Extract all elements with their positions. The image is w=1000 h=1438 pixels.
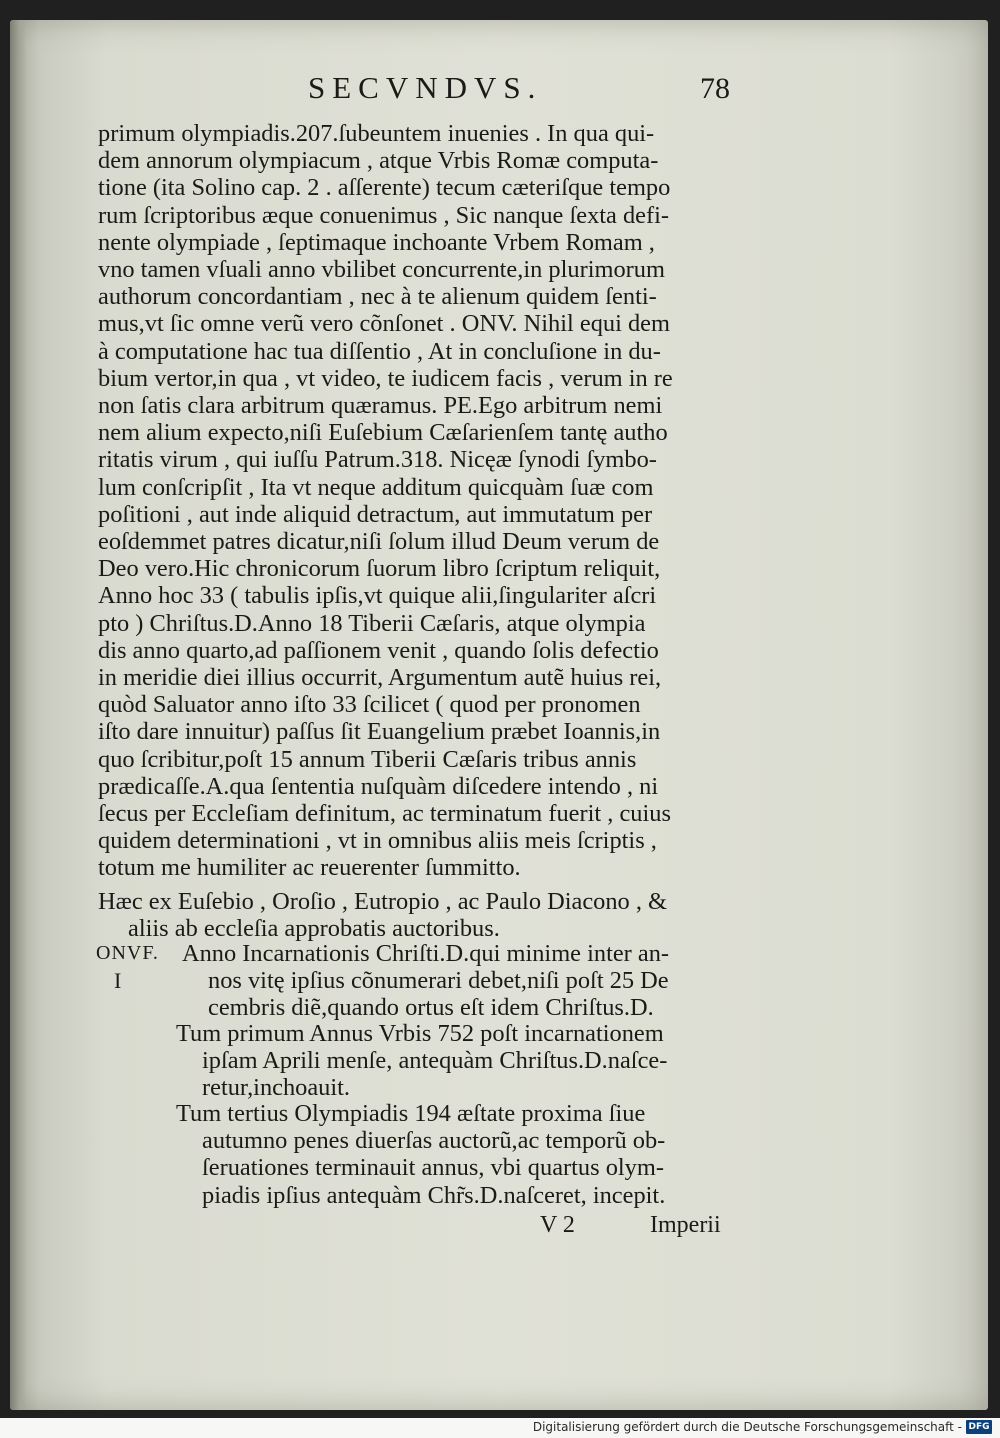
entry-line: Anno Incarnationis Chriſti.D.qui minime inter an-	[182, 940, 670, 967]
chronology-entry	[182, 940, 669, 1022]
text-line: poſitioni , aut inde aliquid detractum, aut immutatum per	[98, 500, 653, 528]
catchword-row	[540, 1212, 721, 1239]
text-line: à computatione hac tua diſſentio , At in concluſione in du-	[98, 337, 661, 365]
text-line: quidem determinationi , vt in omnibus aliis meis ſcriptis ,	[98, 827, 657, 855]
text-line: nente olympiade , ſeptimaque inchoante Vrbem Romam ,	[98, 228, 655, 256]
signature-mark: V 2	[540, 1212, 575, 1238]
book-page	[10, 20, 988, 1410]
source-note-line: Hæc ex Euſebio , Oroſio , Eutropio , ac Paulo Diacono , &	[98, 888, 667, 915]
running-head: SECVNDVS.	[308, 70, 543, 105]
chronology-entry	[176, 1020, 667, 1102]
entry-line: Tum primum Annus Vrbis 752 poſt incarnationem	[176, 1020, 664, 1047]
main-text-block	[98, 120, 758, 882]
text-line: nem alium expecto,niſi Euſebium Cæſarienſem tantę autho	[98, 419, 668, 447]
text-line: rum ſcriptoribus æque conuenimus , Sic nanque ſexta defi-	[98, 201, 670, 229]
text-line: prædicaſſe.A.qua ſententia nuſquàm diſcedere intendo , ni	[98, 772, 659, 800]
text-line: authorum concordantiam , nec à te alienum quidem ſenti-	[98, 283, 657, 311]
text-line: pto ) Chriſtus.D.Anno 18 Tiberii Cæſaris, atque olympia	[98, 609, 646, 637]
entry-line: cembris diẽ,quando ortus eſt idem Chriſtus.D.	[208, 994, 654, 1022]
text-line: tione (ita Solino cap. 2 . aſſerente) tecum cæteriſque tempo	[98, 174, 671, 202]
text-line: quo ſcribitur,poſt 15 annum Tiberii Cæſaris tribus annis	[98, 745, 637, 773]
text-line: non ſatis clara arbitrum quæramus. PE.Ego arbitrum nemi	[98, 392, 663, 420]
source-note-line: aliis ab eccleſia approbatis auctoribus.	[128, 915, 500, 943]
text-line: bium vertor,in qua , vt video, te iudicem facis , verum in re	[98, 364, 673, 392]
footer-bar	[0, 1418, 1000, 1438]
page-gutter-shadow	[10, 20, 26, 1410]
chronology-entry	[176, 1100, 665, 1209]
text-line: eoſdemmet patres dicatur,niſi ſolum illud Deum verum de	[98, 528, 660, 556]
marginal-note	[96, 940, 159, 994]
dfg-logo-icon: DFG	[966, 1420, 992, 1434]
entry-line: autumno penes diuerſas auctorũ,ac temporũ ob-	[202, 1127, 666, 1155]
entry-number: I	[114, 968, 124, 993]
text-line: iſto dare innuitur) paſſus ſit Euangelium præbet Ioannis,in	[98, 718, 661, 746]
entry-line: piadis ipſius antequàm Chr̃s.D.naſceret, incepit.	[202, 1181, 666, 1209]
entry-line: Tum tertius Olympiadis 194 æſtate proxima ſiue	[176, 1100, 646, 1127]
text-line: Deo vero.Hic chronicorum ſuorum libro ſcriptum reliquit,	[98, 555, 661, 583]
entry-line: ſeruationes terminauit annus, vbi quartus olym-	[202, 1154, 664, 1182]
catchword: Imperii	[650, 1212, 721, 1238]
text-line: Anno hoc 33 ( tabulis ipſis,vt quique alii,ſingulariter aſcri	[98, 582, 657, 610]
text-line: in meridie diei illius occurrit, Argumentum autẽ huius rei,	[98, 664, 662, 692]
source-note	[98, 888, 667, 942]
text-line: ſecus per Eccleſiam definitum, ac terminatum fuerit , cuius	[98, 800, 671, 828]
text-line: vno tamen vſuali anno vbilibet concurrente,in plurimorum	[98, 256, 665, 284]
text-line: mus,vt ſic omne verũ vero cõnſonet . ONV. Nihil equi dem	[98, 310, 670, 338]
entry-line: ipſam Aprili menſe, antequàm Chriſtus.D.naſce-	[202, 1047, 668, 1075]
page-number: 78	[700, 72, 730, 105]
text-line: totum me humiliter ac reuerenter ſummitto.	[98, 854, 521, 882]
text-line: dis anno quarto,ad paſſionem venit , quando ſolis defectio	[98, 636, 659, 664]
text-line: ritatis virum , qui iuſſu Patrum.318. Nicęæ ſynodi ſymbo-	[98, 446, 657, 474]
text-line: primum olympiadis.207.ſubeuntem inuenies . In qua qui-	[98, 120, 655, 147]
entry-line: retur,inchoauit.	[202, 1074, 351, 1102]
entry-line: nos vitę ipſius cõnumerari debet,niſi poſt 25 De	[208, 967, 669, 995]
text-line: quòd Saluator anno iſto 33 ſcilicet ( quod per pronomen	[98, 691, 641, 719]
funding-credit: Digitalisierung gefördert durch die Deutsche Forschungsgemeinschaft -	[532, 1420, 962, 1434]
text-line: dem annorum olympiacum , atque Vrbis Romæ computa-	[98, 147, 659, 175]
speaker-label: ONVF.	[96, 942, 159, 964]
text-line: lum conſcripſit , Ita vt neque additum quicquàm ſuæ com	[98, 473, 654, 501]
